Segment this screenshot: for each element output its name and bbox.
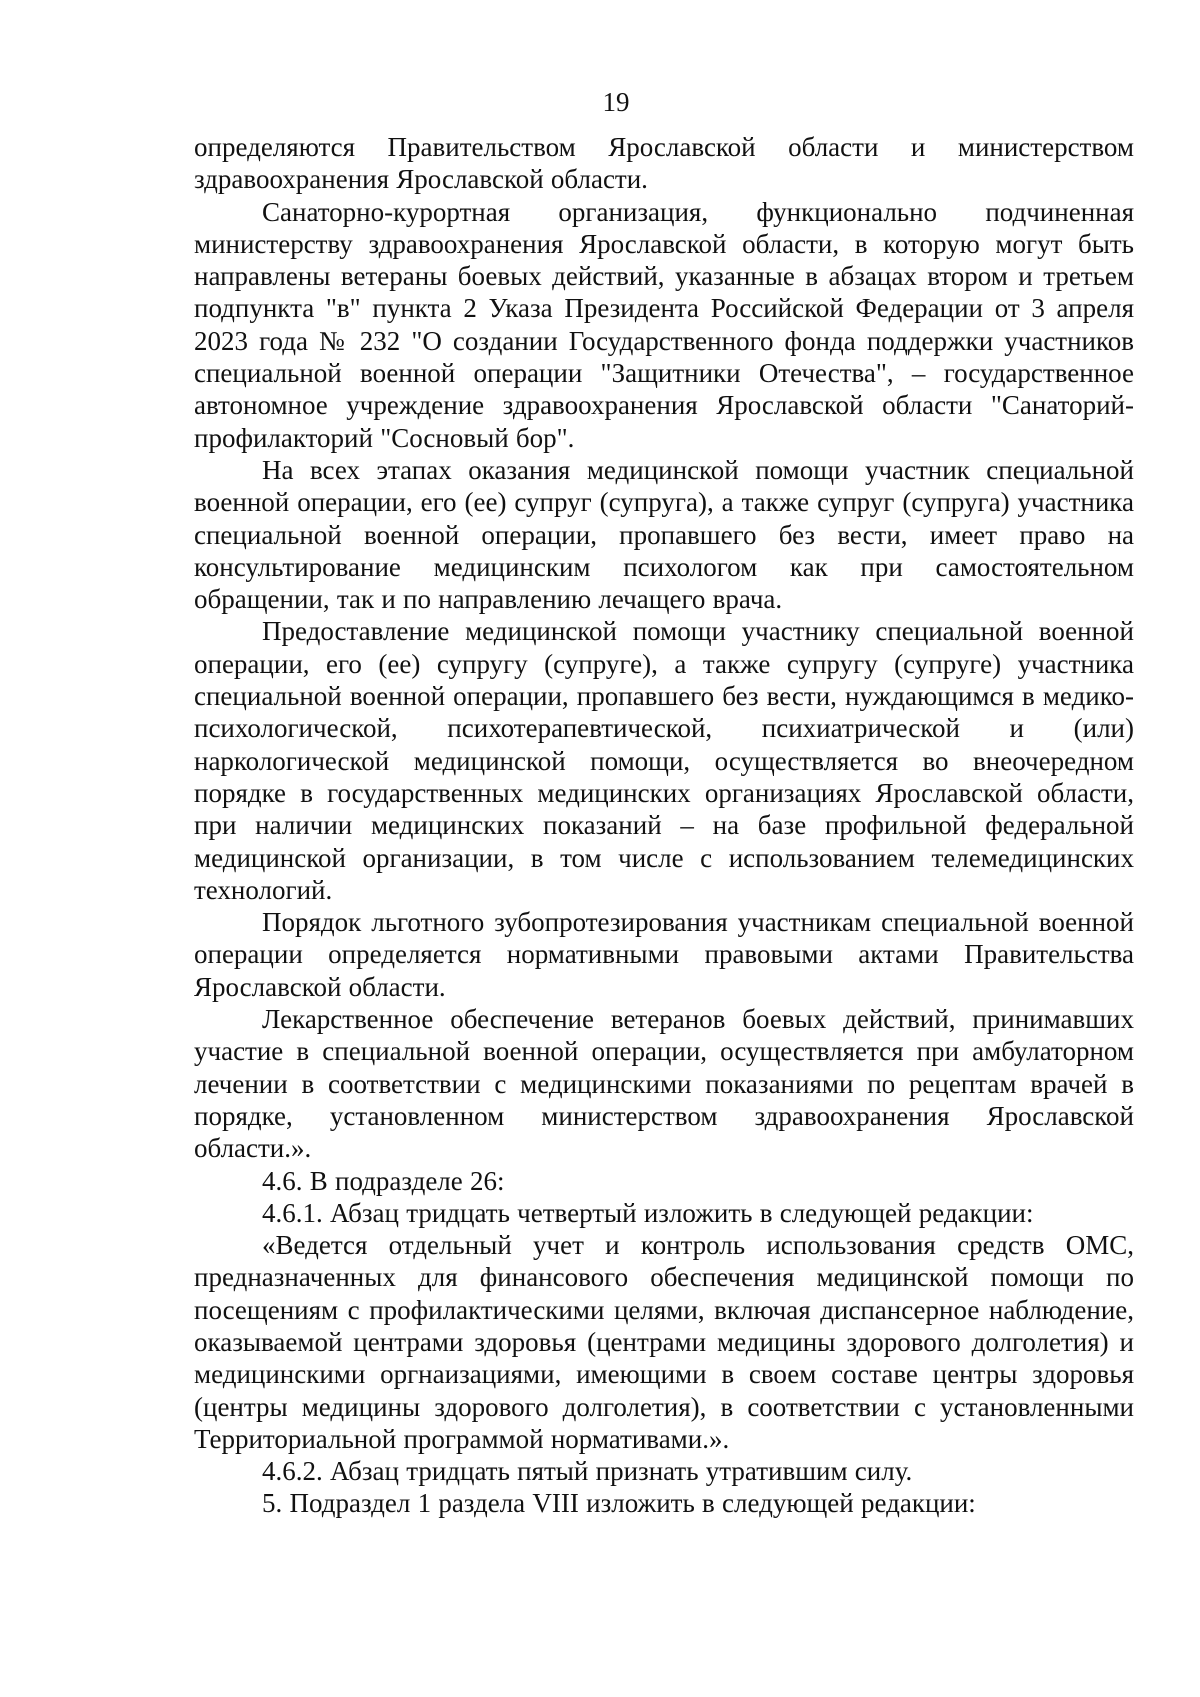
paragraph-section-4-6-1: 4.6.1. Абзац тридцать четвертый изложить в следующей редакции: [262, 1197, 1034, 1228]
paragraph-section-4-6-2: 4.6.2. Абзац тридцать пятый признать утратившим силу. [262, 1456, 913, 1487]
document-body [194, 131, 1134, 1520]
paragraph-section-5: 5. Подраздел 1 раздела VIII изложить в следующей редакции: [262, 1488, 976, 1519]
paragraph-psychologist-consultation: На всех этапах оказания медицинской помощи участник специальной военной операции, его (ее) супруг (супруга), а также супруг (супруга) участника специальной военной операции, пропавшего без вести, имеет право на консультирование медицинским психологом как при самостоятельном обращении, так и по направлению лечащего врача. [194, 454, 1134, 615]
paragraph-drug-provision: Лекарственное обеспечение ветеранов боевых действий, принимавших участие в специальной военной операции, осуществляется при амбулаторном лечении в соответствии с медицинскими показаниями по рецептам врачей в порядке, установленном министерством здравоохранения Ярославской области.». [194, 1004, 1134, 1164]
paragraph-continuation: определяются Правительством Ярославской области и министерством здравоохранения Ярославской области. [194, 132, 1134, 195]
paragraph-section-4-6: 4.6. В подразделе 26: [262, 1165, 505, 1196]
page-number: 19 [602, 87, 630, 117]
paragraph-oms-accounting: «Ведется отдельный учет и контроль использования средств ОМС, предназначенных для финансового обеспечения медицинской помощи по посещениям с профилактическими целями, включая диспансерное наблюдение, оказываемой центрами здоровья (центрами медицины здорового долголетия) и медицинскими оргнаизациями, имеющими в своем составе центры здоровья (центры медицины здорового долголетия), в соответствии с установленными Территориальной программой нормативами.». [194, 1230, 1134, 1454]
paragraph-sanatorium: Санаторно-курортная организация, функционально подчиненная министерству здравоохранения Ярославской области, в которую могут быть направлены ветераны боевых действий, указанные в абзацах втором и третьем подпункта "в" пункта 2 Указа Президента Российской Федерации от 3 апреля 2023 года № 232 "О создании Государственного фонда поддержки участников специальной военной операции "Защитники Отечества", – государственное автономное учреждение здравоохранения Ярославской области "Санаторий-профилакторий "Сосновый бор". [194, 196, 1134, 453]
paragraph-psychiatric-care: Предоставление медицинской помощи участнику специальной военной операции, его (ее) супругу (супруге), а также супругу (супруге) участника специальной военной операции, пропавшего без вести, нуждающимся в медико-психологической, психотерапевтической, психиатрической и (или) наркологической медицинской помощи, осуществляется во внеочередном порядке в государственных медицинских организациях Ярославской области, при наличии медицинских показаний – на базе профильной федеральной медицинской организации, в том числе с использованием телемедицинских технологий. [194, 616, 1134, 905]
paragraph-dental-prosthetics: Порядок льготного зубопротезирования участникам специальной военной операции определяется нормативными правовыми актами Правительства Ярославской области. [194, 907, 1134, 1002]
